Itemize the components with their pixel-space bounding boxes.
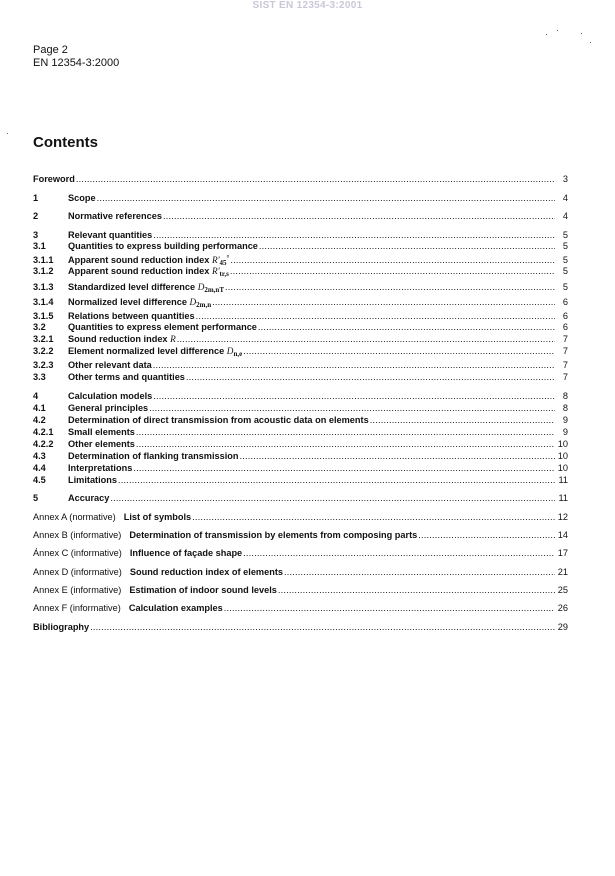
toc-entry-3-2-3[interactable] [33, 360, 568, 371]
toc-number: 5 [33, 493, 39, 503]
toc-entry-bibliography[interactable] [33, 622, 568, 633]
toc-number: 4.2.1 [33, 427, 54, 437]
dot-leader [243, 548, 555, 559]
toc-title: Bibliography [33, 622, 90, 632]
toc-entry-4-2-1[interactable] [33, 427, 568, 438]
toc-page: 5 [562, 282, 568, 292]
dot-leader [133, 463, 555, 474]
annex-type: Annex F (informative) [33, 603, 121, 613]
toc-number: 4.1 [33, 403, 46, 413]
toc-number: 3.1.1 [33, 255, 54, 265]
annex-type: Annex B (informative) [33, 530, 122, 540]
toc-title: General principles [68, 403, 149, 413]
toc-entry-annex-c[interactable] [33, 548, 568, 559]
dot-leader [90, 622, 555, 633]
annex-type: Annex C (informative) [33, 548, 122, 558]
toc-page: 4 [562, 193, 568, 203]
toc-page: 11 [558, 493, 568, 503]
toc-page: 6 [562, 322, 568, 332]
toc-entry-3-2-1[interactable] [33, 334, 568, 345]
toc-number: 3.2.3 [33, 360, 54, 370]
toc-title: Accuracy [68, 493, 110, 503]
page-header [33, 44, 119, 70]
symbol-superscript: ° [226, 254, 230, 262]
toc-entry-4-5[interactable] [33, 475, 568, 486]
toc-number: 3.1 [33, 241, 46, 251]
toc-entry-1[interactable] [33, 193, 568, 204]
toc-page: 29 [557, 622, 568, 632]
dot-leader [230, 255, 555, 266]
toc-page: 6 [562, 297, 568, 307]
symbol: D [226, 346, 234, 356]
watermark: SIST EN 12354-3:2001 [252, 0, 363, 11]
toc-entry-4-3[interactable] [33, 451, 568, 462]
contents-title: Contents [33, 134, 98, 151]
toc-entry-4-4[interactable] [33, 463, 568, 474]
toc-entry-4-1[interactable] [33, 403, 568, 414]
dot-leader [186, 372, 555, 383]
toc-page: 21 [557, 567, 568, 577]
dot-leader [224, 603, 555, 614]
toc-page: 7 [562, 372, 568, 382]
toc-title: Calculation models [68, 391, 153, 401]
toc-title: Limitations [68, 475, 118, 485]
dot-leader [230, 266, 555, 277]
symbol: R' [211, 266, 220, 276]
toc-page: 10 [557, 451, 568, 461]
toc-page: 5 [562, 255, 568, 265]
toc-page: 5 [562, 230, 568, 240]
toc-title: Estimation of indoor sound levels [129, 585, 277, 595]
toc-number: 3.1.4 [33, 297, 54, 307]
symbol: R [170, 334, 176, 344]
toc-number: 3.1.5 [33, 311, 54, 321]
toc-entry-3-1[interactable] [33, 241, 568, 252]
toc-number: 3.2 [33, 322, 46, 332]
dot-leader [212, 297, 555, 308]
symbol-subscript: tr,s [219, 270, 229, 278]
symbol-subscript: 2m,n [196, 301, 212, 309]
toc-title: Determination of direct transmission from acoustic data on elements [68, 415, 369, 425]
toc-entry-2[interactable] [33, 211, 568, 222]
dot-leader [118, 475, 555, 486]
dot-leader [153, 391, 555, 402]
toc-number: 4 [33, 391, 39, 401]
toc-title: Calculation examples [128, 603, 223, 613]
toc-page: 11 [558, 475, 568, 485]
toc-title: Element normalized level difference $D_{n,e}$ [68, 346, 243, 358]
toc-page: 5 [562, 241, 568, 251]
toc-title: List of symbols [123, 512, 192, 522]
toc-entry-annex-e[interactable] [33, 585, 568, 596]
symbol: D [197, 282, 205, 292]
toc-number: 4.3 [33, 451, 46, 461]
dot-leader [149, 403, 555, 414]
toc-entry-3-3[interactable] [33, 372, 568, 383]
toc-title: Relevant quantities [68, 230, 153, 240]
toc-title: Interpretations [68, 463, 133, 473]
toc-title: Normalized level difference $D_{2m,n}$ [68, 297, 212, 309]
dot-leader [177, 334, 555, 345]
dot-leader [153, 230, 555, 241]
toc-number: 1 [33, 193, 39, 203]
toc-title: Other elements [68, 439, 135, 449]
toc-title: Determination of transmission by elements from composing parts [129, 530, 418, 540]
toc-title: Quantities to express building performance [68, 241, 258, 251]
toc-number: 3.2.1 [33, 334, 54, 344]
toc-page: 26 [557, 603, 568, 613]
toc-title: Quantities to express element performance [68, 322, 257, 332]
toc-page: 14 [557, 530, 568, 540]
toc-number: 3.1.2 [33, 266, 54, 276]
toc-page: 6 [562, 311, 568, 321]
dot-leader [259, 241, 555, 252]
toc-entry-annex-d[interactable] [33, 567, 568, 578]
toc-number: 4.2 [33, 415, 46, 425]
toc-number: 4.4 [33, 463, 46, 473]
toc-entry-3[interactable] [33, 230, 568, 241]
dot-leader [240, 451, 555, 462]
toc-entry-annex-a[interactable] [33, 512, 568, 523]
dot-leader [243, 346, 555, 357]
toc-title: Normative references [68, 211, 162, 221]
dot-leader [258, 322, 555, 333]
dot-leader [284, 567, 555, 578]
toc-page: 25 [557, 585, 568, 595]
toc-title: Influence of façade shape [129, 548, 243, 558]
toc-title: Apparent sound reduction index $R'_{tr,s}$ [68, 266, 229, 278]
toc-number: 3.1.3 [33, 282, 54, 292]
standard-id: EN 12354-3:2000 [33, 57, 120, 69]
toc-page: 10 [557, 439, 568, 449]
dot-leader [418, 530, 555, 541]
toc-title: Foreword [33, 174, 75, 184]
toc-entry-3-2[interactable] [33, 322, 568, 333]
toc-number: 3.3 [33, 372, 46, 382]
annex-type: Annex E (informative) [33, 585, 122, 595]
dot-leader [110, 493, 555, 504]
symbol: D [189, 297, 197, 307]
toc-title: Relations between quantities [68, 311, 195, 321]
toc-number: 3 [33, 230, 39, 240]
toc-title: Standardized level difference $D_{2m,nT}$ [68, 282, 224, 294]
toc-title: Sound reduction index of elements [129, 567, 283, 577]
toc-page: 7 [562, 360, 568, 370]
toc-title: Small elements [68, 427, 135, 437]
toc-entry-annex-f[interactable] [33, 603, 568, 614]
toc-entry-5[interactable] [33, 493, 568, 504]
toc-entry-3-1-2[interactable] [33, 266, 568, 277]
dot-leader [136, 427, 555, 438]
dot-leader [370, 415, 555, 426]
toc-entry-3-1-3[interactable] [33, 282, 568, 293]
dot-leader [278, 585, 555, 596]
toc-page: 8 [562, 391, 568, 401]
toc-entry-4-2-2[interactable] [33, 439, 568, 450]
toc-number: 4.2.2 [33, 439, 54, 449]
symbol-subscript: 45 [219, 259, 227, 267]
toc-title: Sound reduction index R [68, 334, 176, 344]
toc-entry-3-1-4[interactable] [33, 297, 568, 308]
toc-title: Other terms and quantities [68, 372, 185, 382]
toc-page: 8 [562, 403, 568, 413]
toc-title: Determination of flanking transmission [68, 451, 239, 461]
page-number: Page 2 [33, 44, 68, 56]
toc-page: 9 [562, 415, 568, 425]
toc-number: 4.5 [33, 475, 46, 485]
toc-entry-4-2[interactable] [33, 415, 568, 426]
toc-page: 7 [562, 346, 568, 356]
toc-entry-foreword[interactable] [33, 174, 568, 185]
symbol-subscript: n,e [233, 350, 243, 358]
dot-leader [97, 193, 555, 204]
toc-entry-3-1-1[interactable] [33, 253, 568, 267]
dot-leader [225, 282, 555, 293]
dot-leader [76, 174, 555, 185]
toc-page: 7 [562, 334, 568, 344]
toc-title: Apparent sound reduction index $R'_{45}^\circ$ [68, 254, 230, 267]
toc-title: Other relevant data [68, 360, 152, 370]
toc-number: 3.2.2 [33, 346, 54, 356]
toc-number: 2 [33, 211, 39, 221]
toc-page: 10 [557, 463, 568, 473]
toc-page: 17 [557, 548, 568, 558]
symbol: R' [211, 255, 220, 265]
toc-page: 3 [562, 174, 568, 184]
toc-entry-4[interactable] [33, 391, 568, 402]
toc-page: 12 [557, 512, 568, 522]
toc-page: 5 [562, 266, 568, 276]
dot-leader [192, 512, 555, 523]
toc-page: 4 [562, 211, 568, 221]
toc-entry-annex-b[interactable] [33, 530, 568, 541]
dot-leader [153, 360, 555, 371]
dot-leader [196, 311, 555, 322]
dot-leader [163, 211, 555, 222]
symbol-subscript: 2m,nT [204, 286, 224, 294]
toc-entry-3-2-2[interactable] [33, 346, 568, 357]
toc-page: 9 [562, 427, 568, 437]
annex-type: Annex D (informative) [33, 567, 122, 577]
toc-entry-3-1-5[interactable] [33, 311, 568, 322]
toc-title: Scope [68, 193, 96, 203]
annex-type: Annex A (normative) [33, 512, 116, 522]
dot-leader [136, 439, 555, 450]
